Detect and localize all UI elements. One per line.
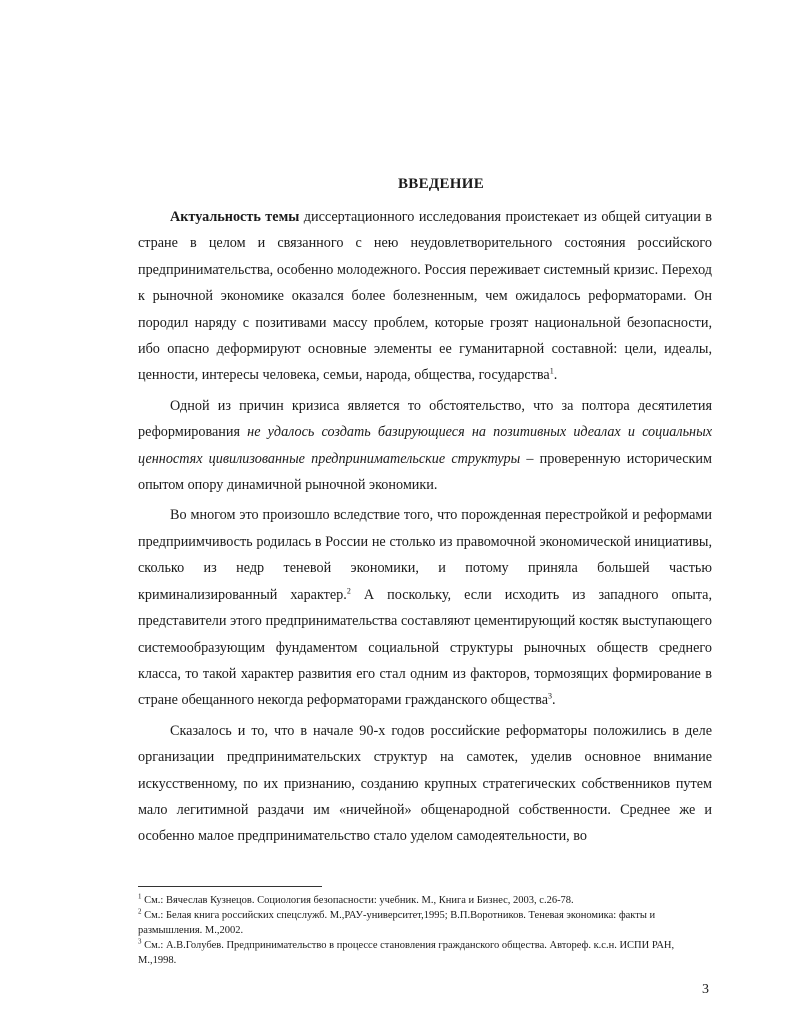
footnote-text: См.: Белая книга российских спецслужб. М.,РАУ-университет,1995; В.П.Воротников. Теневая экономика: факты и размышления. М.,2002.	[138, 910, 656, 936]
paragraph-crisis	[138, 393, 712, 499]
paragraph-tail: .	[552, 692, 556, 709]
paragraph-tail: .	[553, 367, 558, 384]
paragraph-reformers	[138, 718, 712, 850]
footnote-number: 3	[138, 937, 142, 946]
footnote-number: 2	[138, 907, 142, 916]
paragraph-text: – проверенную историческим опытом опору динамичной рыночной экономики.	[138, 450, 712, 494]
footnote-ref: 1	[549, 366, 554, 376]
page-number: 3	[702, 982, 709, 997]
paragraph-text: А поскольку, если исходить из западного опыта, представители этого предпринимательства составляют цементирующий костяк выступающего системообразующим фундаментом социальной структуры рыночных обществ среднего класса, то такой характер развития его стал одним из факторов, тормозящих формирование в стране обещанного некогда реформаторами гражданского общества	[138, 586, 712, 709]
footnote-ref: 2	[346, 585, 351, 595]
footnote-3	[138, 938, 712, 968]
main-text	[138, 204, 712, 854]
footnote-1	[138, 893, 712, 908]
footnotes	[138, 893, 712, 968]
footnote-2	[138, 908, 712, 938]
paragraph-text: Во многом это произошло вследствие того, что порожденная перестройкой и реформами предприимчивость родилась в России не столько из правомочной экономической инициативы, сколько из недр теневой экономики, и потому приняла большей частью криминализированный характер.	[138, 507, 712, 603]
footnote-divider	[138, 886, 322, 887]
relevance-heading: Актуальность темы	[170, 209, 300, 225]
paragraph-text: Одной из причин кризиса является то обстоятельство, что за полтора десятилетия реформирования	[138, 397, 712, 441]
footnote-number: 1	[138, 892, 142, 901]
emphasis-text: не удалось создать базирующиеся на позитивных идеалах и социальных ценностях цивилизованные предпринимательские структуры	[138, 424, 712, 467]
footnote-text: См.: А.В.Голубев. Предпринимательство в процессе становления гражданского общества. Автореф. к.с.н. ИСПИ РАН, М.,1998.	[138, 940, 675, 966]
page-title: ВВЕДЕНИЕ	[397, 176, 485, 192]
paragraph-text: диссертационного исследования проистекает из общей ситуации в стране в целом и связанного с нею неудовлетворительного состояния российского предпринимательства, особенно молодежного. Россия переживает системный кризис. Переход к рыночной экономике оказался более болезненным, чем ожидалось реформаторами. Он породил наряду с позитивами массу проблем, которые грозят национальной безопасности, ибо опасно деформируют основные элементы ее гуманитарной составной: цели, идеалы, ценности, интересы человека, семьи, народа, общества, государства	[138, 209, 712, 384]
paragraph-text: Сказалось и то, что в начале 90-х годов российские реформаторы положились в деле организации предпринимательских структур на самотек, уделив основное внимание искусственному, по их признанию, созданию крупных стратегических собственников путем мало легитимной раздачи им «ничейной» общенародной собственности. Среднее же и особенно малое предпринимательство стало уделом самодеятельности, во	[138, 722, 712, 845]
footnote-text: См.: Вячеслав Кузнецов. Социология безопасности: учебник. М., Книга и Бизнес, 2003, с.26-78.	[141, 895, 574, 906]
paragraph-relevance	[138, 204, 712, 389]
paragraph-shadow-economy	[138, 502, 712, 713]
footnote-ref: 3	[548, 691, 552, 701]
